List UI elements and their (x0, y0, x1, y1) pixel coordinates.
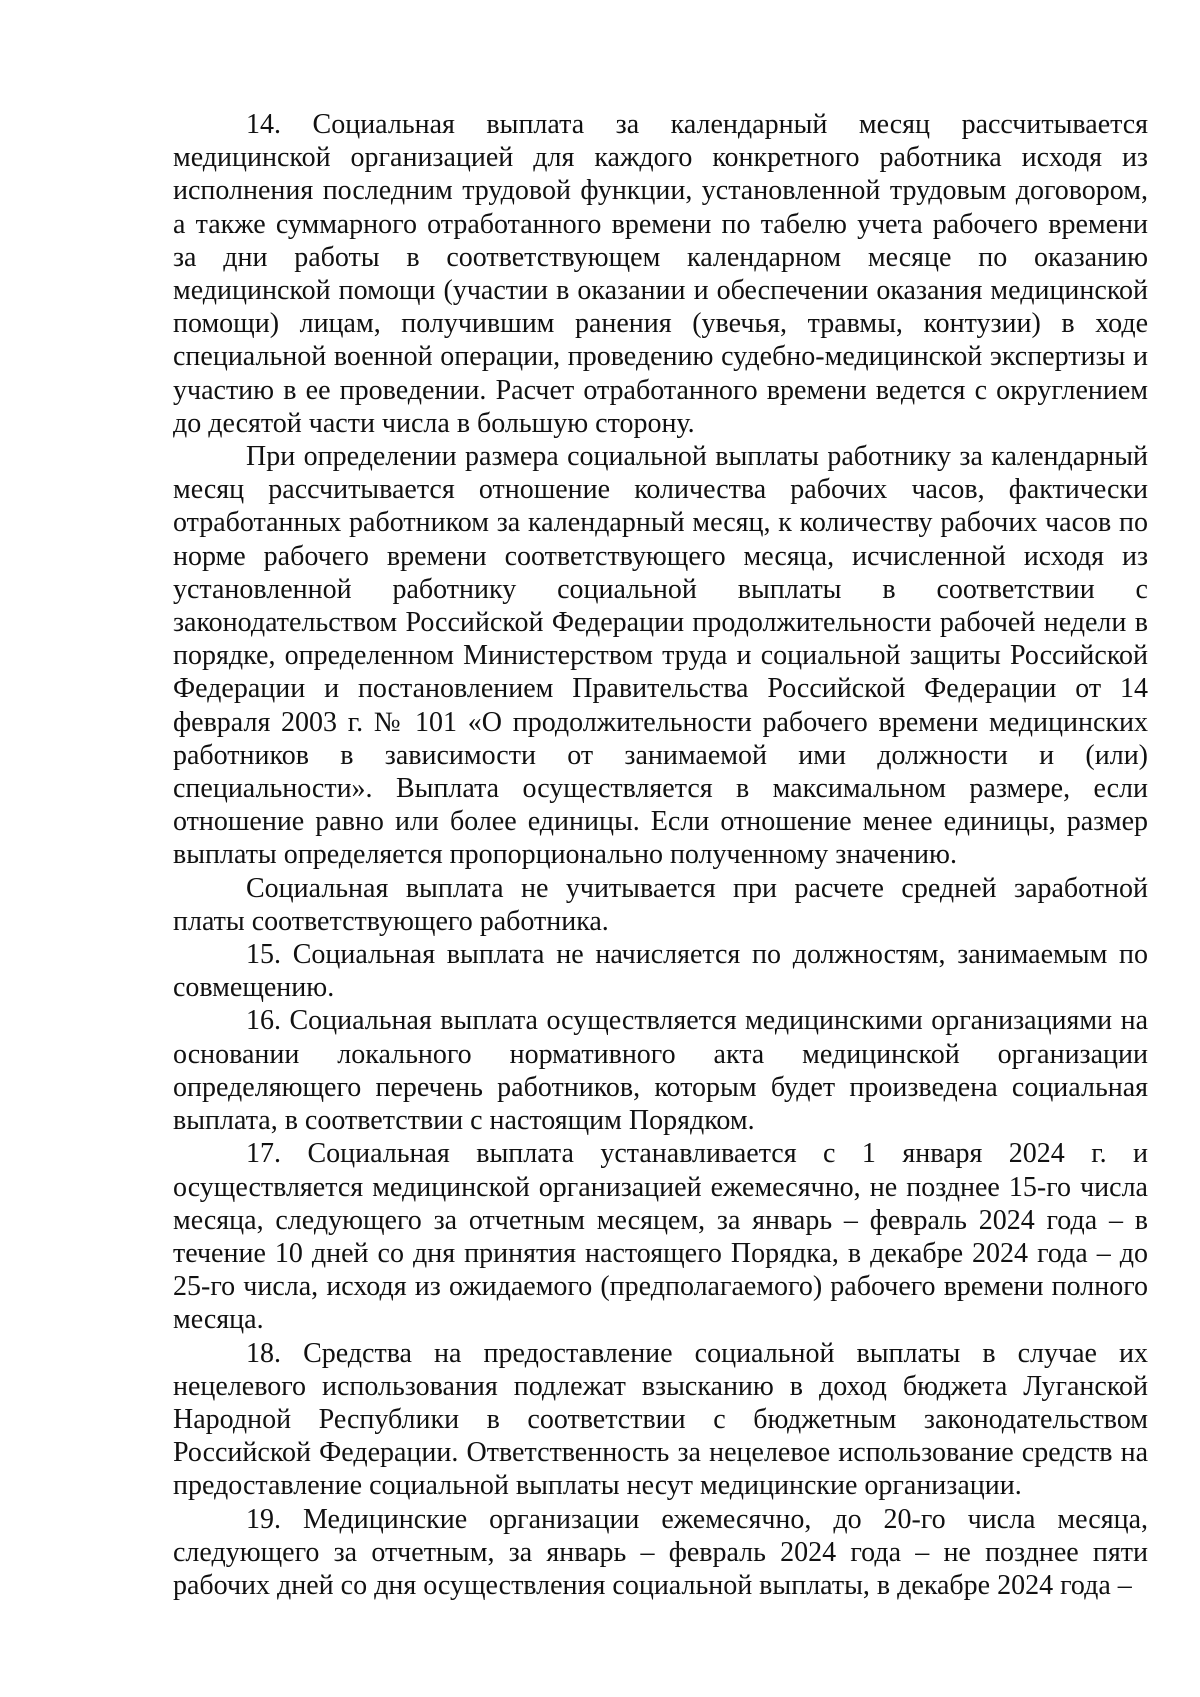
paragraph-14-calculation: При определении размера социальной выплаты работнику за календарный месяц рассчитывается отношение количества рабочих часов, фактически отработанных работником за календарный месяц, к количеству рабочих часов по норме рабочего времени соответствующего месяца, исчисленной исходя из установленной работнику социальной выплаты в соответствии с законодательством Российской Федерации продолжительности рабочей недели в порядке, определенном Министерством труда и социальной защиты Российской Федерации и постановлением Правительства Российской Федерации от 14 февраля 2003 г. № 101 «О продолжительности рабочего времени медицинских работников в зависимости от занимаемой ими должности и (или) специальности». Выплата осуществляется в максимальном размере, если отношение равно или более единицы. Если отношение менее единицы, размер выплаты определяется пропорционально полученному значению. (173, 441, 1148, 871)
paragraph-14: 14. Социальная выплата за календарный месяц рассчитывается медицинской организацией для каждого конкретного работника исходя из исполнения последним трудовой функции, установленной трудовым договором, а также суммарного отработанного времени по табелю учета рабочего времени за дни работы в соответствующем календарном месяце по оказанию медицинской помощи (участии в оказании и обеспечении оказания медицинской помощи) лицам, получившим ранения (увечья, травмы, контузии) в ходе специальной военной операции, проведению судебно-медицинской экспертизы и участию в ее проведении. Расчет отработанного времени ведется с округлением до десятой части числа в большую сторону. (173, 109, 1148, 439)
document-body (173, 108, 1148, 1602)
paragraph-17: 17. Социальная выплата устанавливается с 1 января 2024 г. и осуществляется медицинской организацией ежемесячно, не позднее 15-го числа месяца, следующего за отчетным месяцем, за январь – февраль 2024 года – в течение 10 дней со дня принятия настоящего Порядка, в декабре 2024 года – до 25-го числа, исходя из ожидаемого (предполагаемого) рабочего времени полного месяца. (173, 1138, 1148, 1336)
paragraph-19: 19. Медицинские организации ежемесячно, до 20-го числа месяца, следующего за отчетным, за январь – февраль 2024 года – не позднее пяти рабочих дней со дня осуществления социальной выплаты, в декабре 2024 года – (173, 1503, 1148, 1601)
paragraph-16: 16. Социальная выплата осуществляется медицинскими организациями на основании локального нормативного акта медицинской организации определяющего перечень работников, которым будет произведена социальная выплата, в соответствии с настоящим Порядком. (173, 1005, 1148, 1137)
paragraph-14-average-salary: Социальная выплата не учитывается при расчете средней заработной платы соответствующего работника. (173, 872, 1148, 937)
paragraph-18: 18. Средства на предоставление социальной выплаты в случае их нецелевого использования подлежат взысканию в доход бюджета Луганской Народной Республики в соответствии с бюджетным законодательством Российской Федерации. Ответственность за нецелевое использование средств на предоставление социальной выплаты несут медицинские организации. (173, 1337, 1148, 1502)
paragraph-15: 15. Социальная выплата не начисляется по должностям, занимаемым по совмещению. (173, 939, 1148, 1004)
